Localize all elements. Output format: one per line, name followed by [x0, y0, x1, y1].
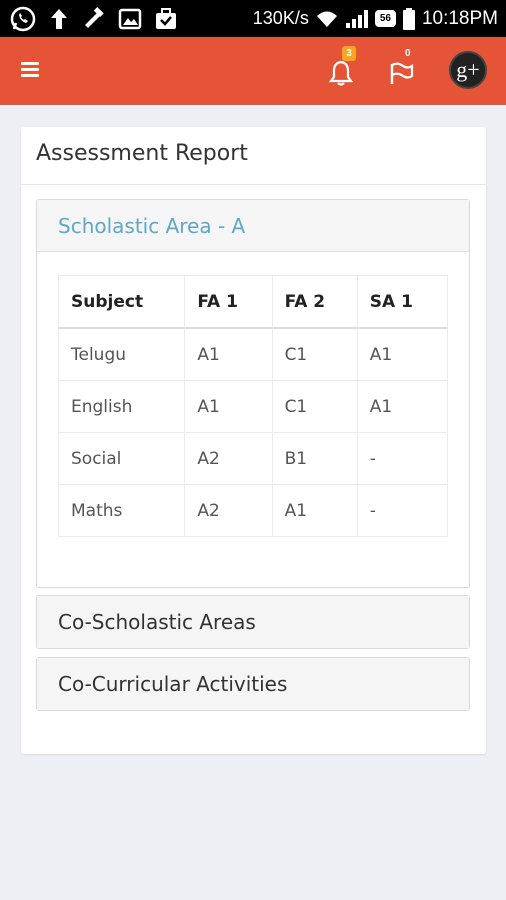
bell-icon[interactable] — [324, 56, 358, 90]
hamburger-menu-icon[interactable] — [21, 62, 41, 80]
status-bar — [0, 0, 506, 37]
grade-cell: B1 — [272, 433, 357, 485]
whatsapp-icon — [10, 6, 36, 32]
subject-cell: Maths — [59, 485, 185, 537]
flag-count-badge: 0 — [405, 48, 411, 59]
network-speed: 130K/s — [252, 8, 309, 28]
clock: 10:18PM — [421, 7, 498, 29]
table-row — [59, 485, 448, 537]
grade-cell: A1 — [357, 381, 447, 433]
grade-cell: A1 — [185, 381, 272, 433]
column-header: SA 1 — [357, 276, 447, 329]
battery-icon — [402, 7, 416, 31]
grade-cell: A1 — [357, 328, 447, 381]
app-bar — [0, 37, 506, 105]
grades-table — [58, 275, 448, 537]
briefcase-check-icon — [154, 7, 178, 31]
network-badge: 56 — [375, 10, 396, 27]
status-notification-icons — [10, 5, 178, 32]
tools-icon — [82, 7, 106, 31]
subject-cell: Social — [59, 433, 185, 485]
grade-cell: A2 — [185, 485, 272, 537]
assessment-report-card — [21, 127, 486, 754]
wifi-icon — [315, 9, 339, 29]
upload-arrow-icon — [48, 7, 70, 31]
scholastic-panel — [36, 199, 470, 588]
column-header: Subject — [59, 276, 185, 329]
notification-count-badge: 3 — [342, 46, 356, 61]
page-title: Assessment Report — [36, 141, 248, 166]
signal-icon — [345, 9, 369, 29]
grade-cell: - — [357, 485, 447, 537]
subject-cell: Telugu — [59, 328, 185, 381]
column-header: FA 1 — [185, 276, 272, 329]
grade-cell: A1 — [185, 328, 272, 381]
google-plus-avatar[interactable]: g+ — [449, 51, 487, 89]
title-divider — [21, 184, 486, 185]
co-curricular-panel-header[interactable] — [37, 658, 469, 710]
column-header: FA 2 — [272, 276, 357, 329]
scholastic-panel-header[interactable] — [37, 200, 469, 252]
table-row — [59, 328, 448, 381]
grade-cell: C1 — [272, 381, 357, 433]
table-row — [59, 433, 448, 485]
co-curricular-heading[interactable]: Co-Curricular Activities — [58, 672, 288, 696]
grade-cell: A1 — [272, 485, 357, 537]
grade-cell: C1 — [272, 328, 357, 381]
subject-cell: English — [59, 381, 185, 433]
grade-cell: A2 — [185, 433, 272, 485]
gallery-icon — [118, 8, 142, 30]
scholastic-heading[interactable]: Scholastic Area - A — [58, 214, 246, 238]
table-row — [59, 381, 448, 433]
flag-icon[interactable] — [386, 56, 420, 90]
table-header-row — [59, 276, 448, 329]
grade-cell: - — [357, 433, 447, 485]
co-scholastic-heading[interactable]: Co-Scholastic Areas — [58, 610, 256, 634]
co-scholastic-panel[interactable] — [36, 595, 470, 649]
co-curricular-panel[interactable] — [36, 657, 470, 711]
co-scholastic-panel-header[interactable] — [37, 596, 469, 648]
status-right-area — [253, 0, 498, 37]
